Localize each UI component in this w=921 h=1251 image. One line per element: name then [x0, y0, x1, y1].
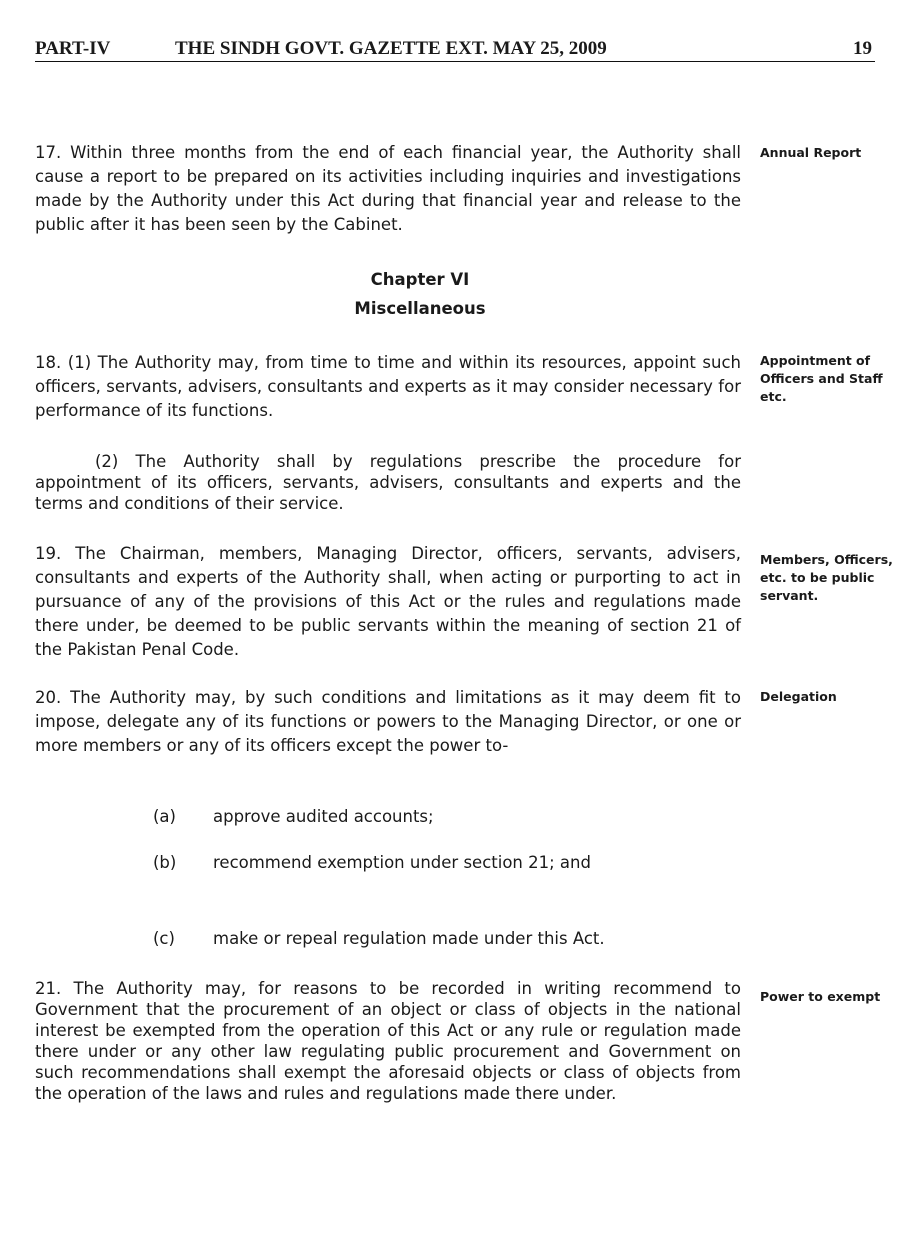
section-19-margin-note: Members, Officers, etc. to be public servant. — [760, 552, 893, 603]
section-21-text: 21. The Authority may, for reasons to be recorded in writing recommend to Government that the procurement of an object or class of objects in the national interest be exempted from the operation of this Act or any rule or regulation made there under or any other law regulating public procurement and Government on such recommendations shall exempt the aforesaid objects or class of objects from the operation of the laws and rules and regulations made there under. — [35, 979, 741, 1103]
section-18-margin-note: Appointment of Officers and Staff etc. — [760, 353, 883, 404]
list-item-label: (b) — [153, 853, 177, 872]
section-20-text: 20. The Authority may, by such conditions and limitations as it may deem fit to impose, delegate any of its functions or powers to the Managing Director, or one or more members or any of its officers except the power to- — [35, 688, 741, 755]
gazette-title: THE SINDH GOVT. GAZETTE EXT. MAY 25, 2009 — [175, 38, 607, 59]
section-18-sub1-text: 18. (1) The Authority may, from time to time and within its resources, appoint such officers, servants, advisers, consultants and experts as it may consider necessary for performance of its functions. — [35, 353, 741, 420]
section-21-margin-note: Power to exempt — [760, 989, 881, 1004]
section-17-text: 17. Within three months from the end of each financial year, the Authority shall cause a report to be prepared on its activities including inquiries and investigations made by the Authority under this Act during that financial year and release to the public after it has been seen by the Cabinet. — [35, 143, 741, 234]
section-17-margin-note: Annual Report — [760, 145, 862, 160]
list-item-text: recommend exemption under section 21; and — [213, 853, 591, 872]
list-item-text: approve audited accounts; — [213, 807, 434, 826]
chapter-number: Chapter VI — [370, 270, 470, 289]
chapter-title: Miscellaneous — [354, 299, 486, 318]
list-item-label: (c) — [153, 929, 175, 948]
list-item-text: make or repeal regulation made under this Act. — [213, 929, 605, 948]
header-rule — [35, 61, 875, 62]
section-18-sub2-text: (2) The Authority shall by regulations prescribe the procedure for appointment of its officers, servants, advisers, consultants and experts and the terms and conditions of their service. — [35, 452, 741, 513]
part-label: PART-IV — [35, 38, 111, 59]
list-item-label: (a) — [153, 807, 176, 826]
page-number: 19 — [853, 38, 872, 59]
section-20-margin-note: Delegation — [760, 689, 837, 704]
section-19-text: 19. The Chairman, members, Managing Director, officers, servants, advisers, consultants and experts of the Authority shall, when acting or purporting to act in pursuance of any of the provisions of this Act or the rules and regulations made there under, be deemed to be public servants within the meaning of section 21 of the Pakistan Penal Code. — [35, 544, 741, 659]
